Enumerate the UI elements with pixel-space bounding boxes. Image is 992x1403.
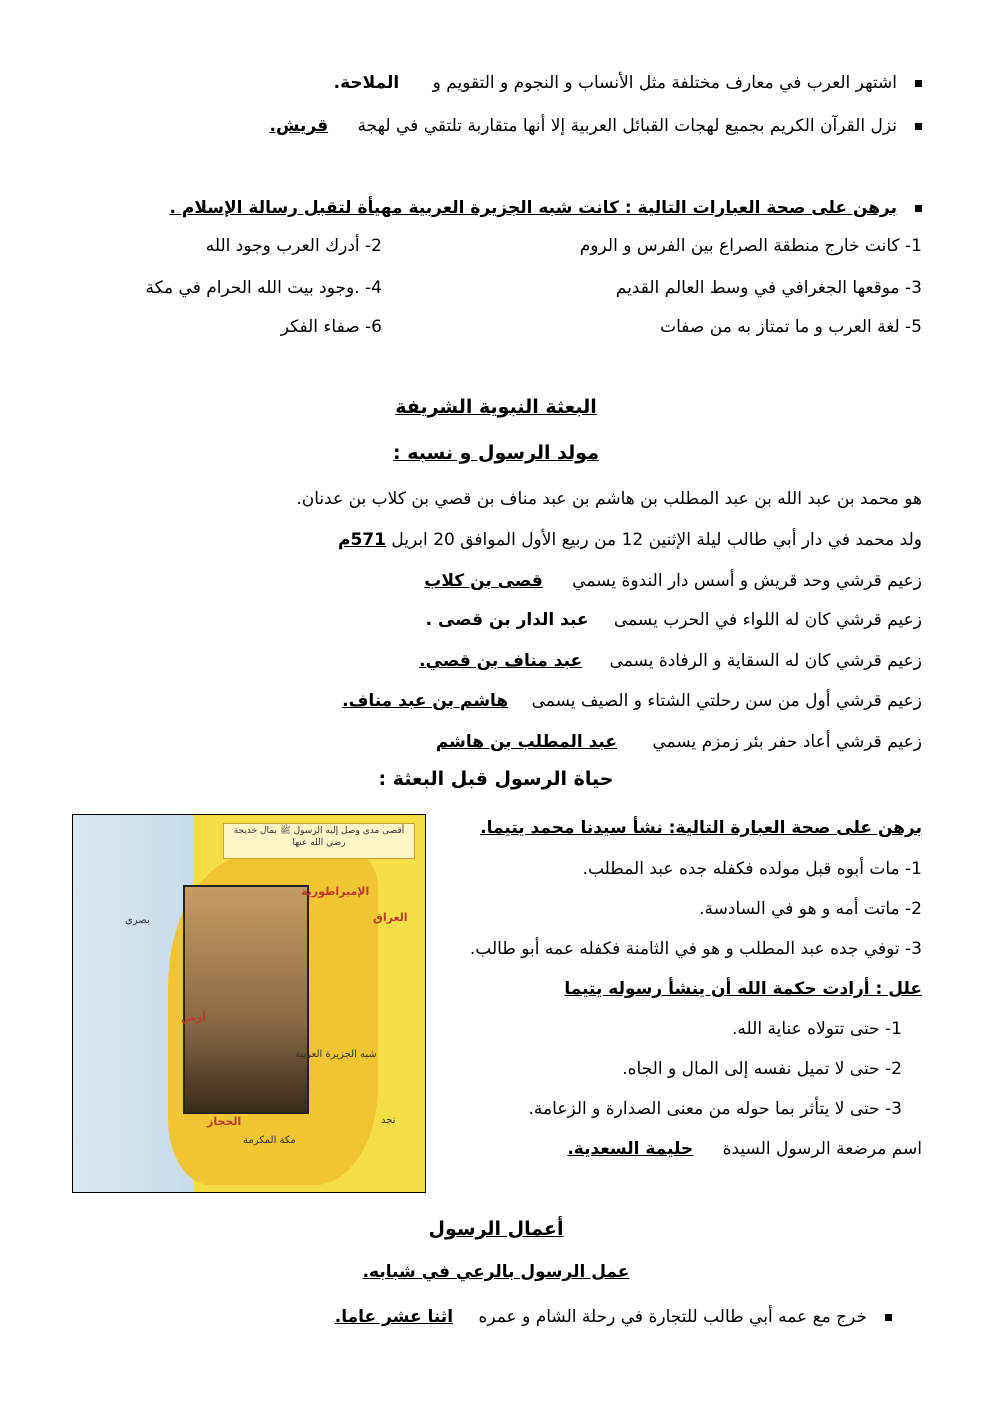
bullet-icon <box>885 1314 892 1321</box>
orphan-item-3: 3- توفي جده عبد المطلب و هو في الثامنة فكفله عمه أبو طالب. <box>469 939 922 959</box>
leader-line-5: زعيم قرشي أعاد حفر بئر زمزم يسمي عبد المطلب بن هاشم <box>435 732 922 752</box>
map-label: مكة المكرمة <box>243 1135 296 1146</box>
lineage: هو محمد بن عبد الله بن عبد المطلب بن هاشم بن عبد مناف بن قصي بن كلاب بن عدنان. <box>296 489 922 509</box>
arabia-map-image <box>72 814 426 1193</box>
answer: قريش. <box>269 116 329 136</box>
map-label: العراق <box>373 911 408 924</box>
map-label: أرض <box>181 1011 206 1024</box>
reason-item-1: 1- حتى تتولاه عناية الله. <box>732 1019 902 1039</box>
orphan-heading: برهن على صحة العبارة التالية: نشأ سيدنا محمد يتيما. <box>480 818 922 838</box>
bullet-icon <box>915 205 922 212</box>
title-shepherd: عمل الرسول بالرعي في شبابه. <box>362 1262 630 1282</box>
ruins-photo <box>183 885 309 1114</box>
bullet-line-2: نزل القرآن الكريم بجميع لهجات القبائل العربية إلا أنها متقاربة تلتقي في لهجة قريش. <box>70 113 922 139</box>
prove-heading: برهن على صحة العبارات التالية : كانت شبه الجزيرة العربية مهيأة لتقبل رسالة الإسلام . <box>70 195 922 221</box>
bullet-line-1: اشتهر العرب في معارف مختلفة مثل الأنساب و النجوم و التقويم و الملاحة. <box>70 70 922 96</box>
reason-heading: علل : أرادت حكمة الله أن ينشأ رسوله يتيما <box>564 979 922 999</box>
map-label: نجد <box>381 1115 396 1126</box>
map-label: شبه الجزيرة العربية <box>295 1049 377 1060</box>
orphan-item-1: 1- مات أبوه قبل مولده فكفله جده عبد المطلب. <box>582 859 922 879</box>
reason-item-3: 3- حتى لا يتأثر بما حوله من معنى الصدارة و الزعامة. <box>528 1099 902 1119</box>
title-main: البعثة النبوية الشريفة <box>395 396 597 418</box>
leader-line-4: زعيم قرشي أول من سن رحلتي الشتاء و الصيف يسمى هاشم بن عبد مناف. <box>342 691 922 711</box>
bullet-icon <box>915 123 922 130</box>
prove-item-1: 1- كانت خارج منطقة الصراع بين الفرس و الروم <box>579 236 922 256</box>
leader-line-3: زعيم قرشي كان له السقاية و الرفادة يسمى عبد مناف بن قصي. <box>419 651 922 671</box>
leader-line-1: زعيم قرشي وحد قريش و أسس دار الندوة يسمي قصى بن كلاب <box>424 571 922 591</box>
map-label: الإمبراطورية <box>301 885 370 898</box>
prove-item-3: 3- موقعها الجغرافي في وسط العالم القديم <box>615 278 922 298</box>
orphan-item-2: 2- ماتت أمه و هو في السادسة. <box>699 899 922 919</box>
prove-item-5: 5- لغة العرب و ما تمتاز به من صفات <box>660 317 922 337</box>
map-label: الحجاز <box>207 1115 242 1128</box>
leader-line-2: زعيم قرشي كان له اللواء في الحرب يسمى عبد الدار بن قصى . <box>425 610 922 630</box>
prove-item-6: 6- صفاء الفكر <box>280 317 382 337</box>
map-banner: أقصى مدى وصل إليه الرسول ﷺ بمال خديجة رضي الله عنها <box>223 823 415 859</box>
bullet-icon <box>915 80 922 87</box>
title-life: حياة الرسول قبل البعثة : <box>378 768 614 790</box>
map-label: بصرى <box>125 915 150 926</box>
title-birth: مولد الرسول و نسبه : <box>393 442 599 464</box>
reason-item-2: 2- حتى لا تميل نفسه إلى المال و الجاه. <box>622 1059 902 1079</box>
answer: الملاحة. <box>333 73 400 93</box>
prove-item-4: 4- .وجود بيت الله الحرام في مكة <box>145 278 382 298</box>
trade-line: خرج مع عمه أبي طالب للتجارة في رحلة الشام و عمره اثنا عشر عاما. <box>70 1304 892 1330</box>
birth-year: 571م <box>337 530 386 550</box>
nurse-line: اسم مرضعة الرسول السيدة حليمة السعدية. <box>567 1139 922 1159</box>
birth-line: ولد محمد في دار أبي طالب ليلة الإثنين 12 من ربيع الأول الموافق 20 ابريل 571م <box>337 530 922 550</box>
prove-item-2: 2- أدرك العرب وجود الله <box>205 236 382 256</box>
title-works: أعمال الرسول <box>428 1218 564 1240</box>
